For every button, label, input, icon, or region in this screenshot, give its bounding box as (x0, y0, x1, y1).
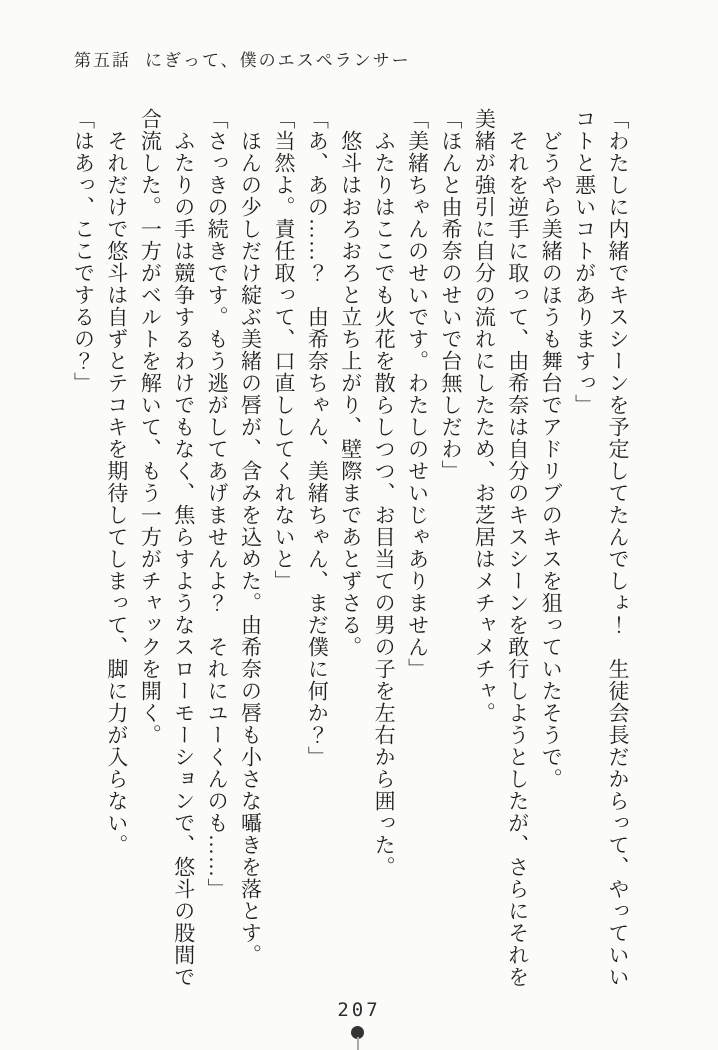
vertical-text-line: 合流した。一方がベルトを解いて、もう一方がチャックを開く。 (138, 108, 163, 746)
vertical-text-line: 「あ、あの……？ 由希奈ちゃん、美緒ちゃん、まだ僕に何か？」 (305, 108, 330, 768)
episode-title: にぎって、僕のエスペランサー (145, 51, 411, 70)
vertical-text-line: 「ほんと由希奈のせいで台無しだわ」 (438, 108, 463, 482)
vertical-text-line: コトと悪いコトがありますっ」 (572, 108, 597, 416)
page-marker-pin-stem (357, 1037, 359, 1050)
vertical-text-line: 「わたしに内緒でキスシーンを予定してたんでしょ！ 生徒会長だからって、やっていい (606, 108, 630, 988)
vertical-text-line: 「美緒ちゃんのせいです。わたしのせいじゃありません」 (405, 108, 430, 680)
running-head (74, 46, 411, 71)
vertical-text-line: ふたりはここでも火花を散らしつつ、お目当ての男の子を左右から囲った。 (372, 108, 397, 878)
vertical-text-line: 「はあっ、ここでするの？」 (71, 108, 96, 394)
vertical-text-line: どうやら美緒のほうも舞台でアドリブのキスを狙っていたそうで。 (539, 108, 564, 790)
vertical-text-line: ふたりの手は競争するわけでもなく、焦らすようなスローモーションで、悠斗の股間で (171, 108, 196, 988)
vertical-text-line: 悠斗はおろおろと立ち上がり、壁際まであとずさる。 (338, 108, 363, 658)
vertical-text-line: 「当然よ。責任取って、口直ししてくれないと」 (271, 108, 296, 592)
vertical-text-line: 美緒が強引に自分の流れにしたため、お芝居はメチャメチャ。 (472, 108, 497, 724)
page-number: 207 (337, 999, 381, 1021)
vertical-text-line: それを逆手に取って、由希奈は自分のキスシーンを敢行しようとしたが、さらにそれを (505, 108, 530, 988)
vertical-text-line: ほんの少しだけ綻ぶ美緒の唇が、含みを込めた。由希奈の唇も小さな囁きを落とす。 (238, 108, 263, 966)
vertical-text-block (66, 108, 634, 1012)
vertical-text-line: それだけで悠斗は自ずとテコキを期待してしまって、脚に力が入らない。 (104, 108, 129, 856)
chapter-label: 第五話 (74, 51, 131, 70)
vertical-text-line: 「さっきの続きです。もう逃がしてあげませんよ？ それにユーくんのも……」 (205, 108, 230, 900)
